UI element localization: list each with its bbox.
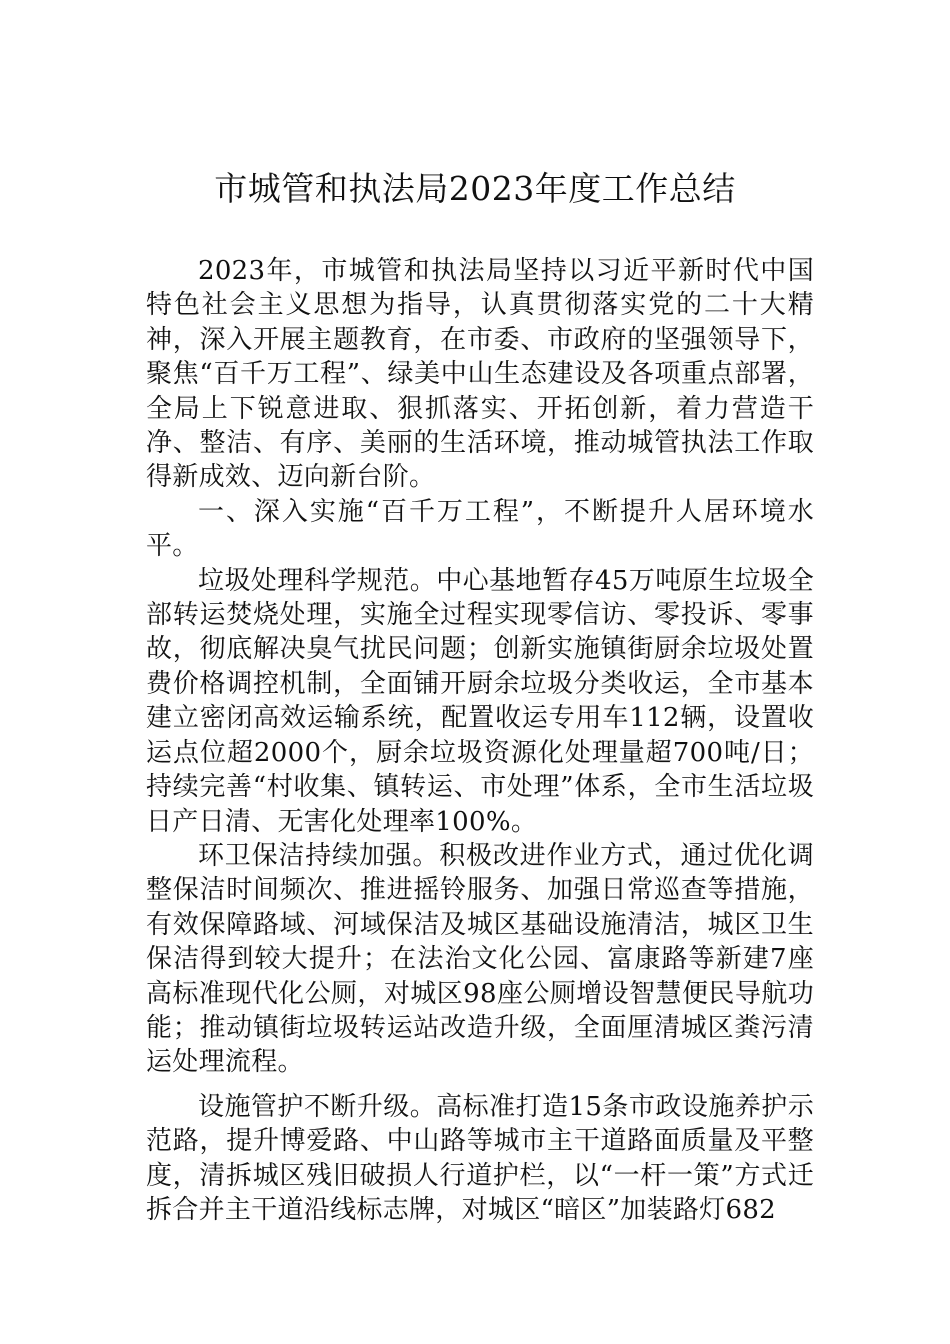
document-body — [146, 254, 814, 1227]
paragraph-facility-maintenance: 设施管护不断升级。高标准打造15条市政设施养护示范路，提升博爱路、中山路等城市主干道路面质量及平整度，清拆城区残旧破损人行道护栏，以“一杆一策”方式迁拆合并主干道沿线标志牌，对城区“暗区”加装路灯682 — [146, 1091, 814, 1225]
paragraph-intro: 2023年，市城管和执法局坚持以习近平新时代中国特色社会主义思想为指导，认真贯彻落实党的二十大精神，深入开展主题教育，在市委、市政府的坚强领导下，聚焦“百千万工程”、绿美中山生态建设及各项重点部署，全局上下锐意进取、狠抓落实、开拓创新，着力营造干净、整洁、有序、美丽的生活环境，推动城管执法工作取得新成效、迈向新台阶。 — [146, 256, 814, 493]
paragraph-garbage-processing: 垃圾处理科学规范。中心基地暂存45万吨原生垃圾全部转运焚烧处理，实施全过程实现零信访、零投诉、零事故，彻底解决臭气扰民问题；创新实施镇街厨余垃圾处置费价格调控机制，全面铺开厨余垃圾分类收运，全市基本建立密闭高效运输系统，配置收运专用车112辆，设置收运点位超2000个，厨余垃圾资源化处理量超700吨/日；持续完善“村收集、镇转运、市处理”体系，全市生活垃圾日产日清、无害化处理率100%。 — [146, 565, 814, 837]
document-title: 市城管和执法局2023年度工作总结 — [214, 169, 736, 208]
paragraph-sanitation: 环卫保洁持续加强。积极改进作业方式，通过优化调整保洁时间频次、推进摇铃服务、加强日常巡查等措施，有效保障路域、河域保洁及城区基础设施清洁，城区卫生保洁得到较大提升；在法治文化公园、富康路等新建7座高标准现代化公厕，对城区98座公厕增设智慧便民导航功能；推动镇街垃圾转运站改造升级，全面厘清城区粪污清运处理流程。 — [146, 840, 814, 1078]
section-heading-1: 一、深入实施“百千万工程”，不断提升人居环境水平。 — [146, 496, 814, 562]
